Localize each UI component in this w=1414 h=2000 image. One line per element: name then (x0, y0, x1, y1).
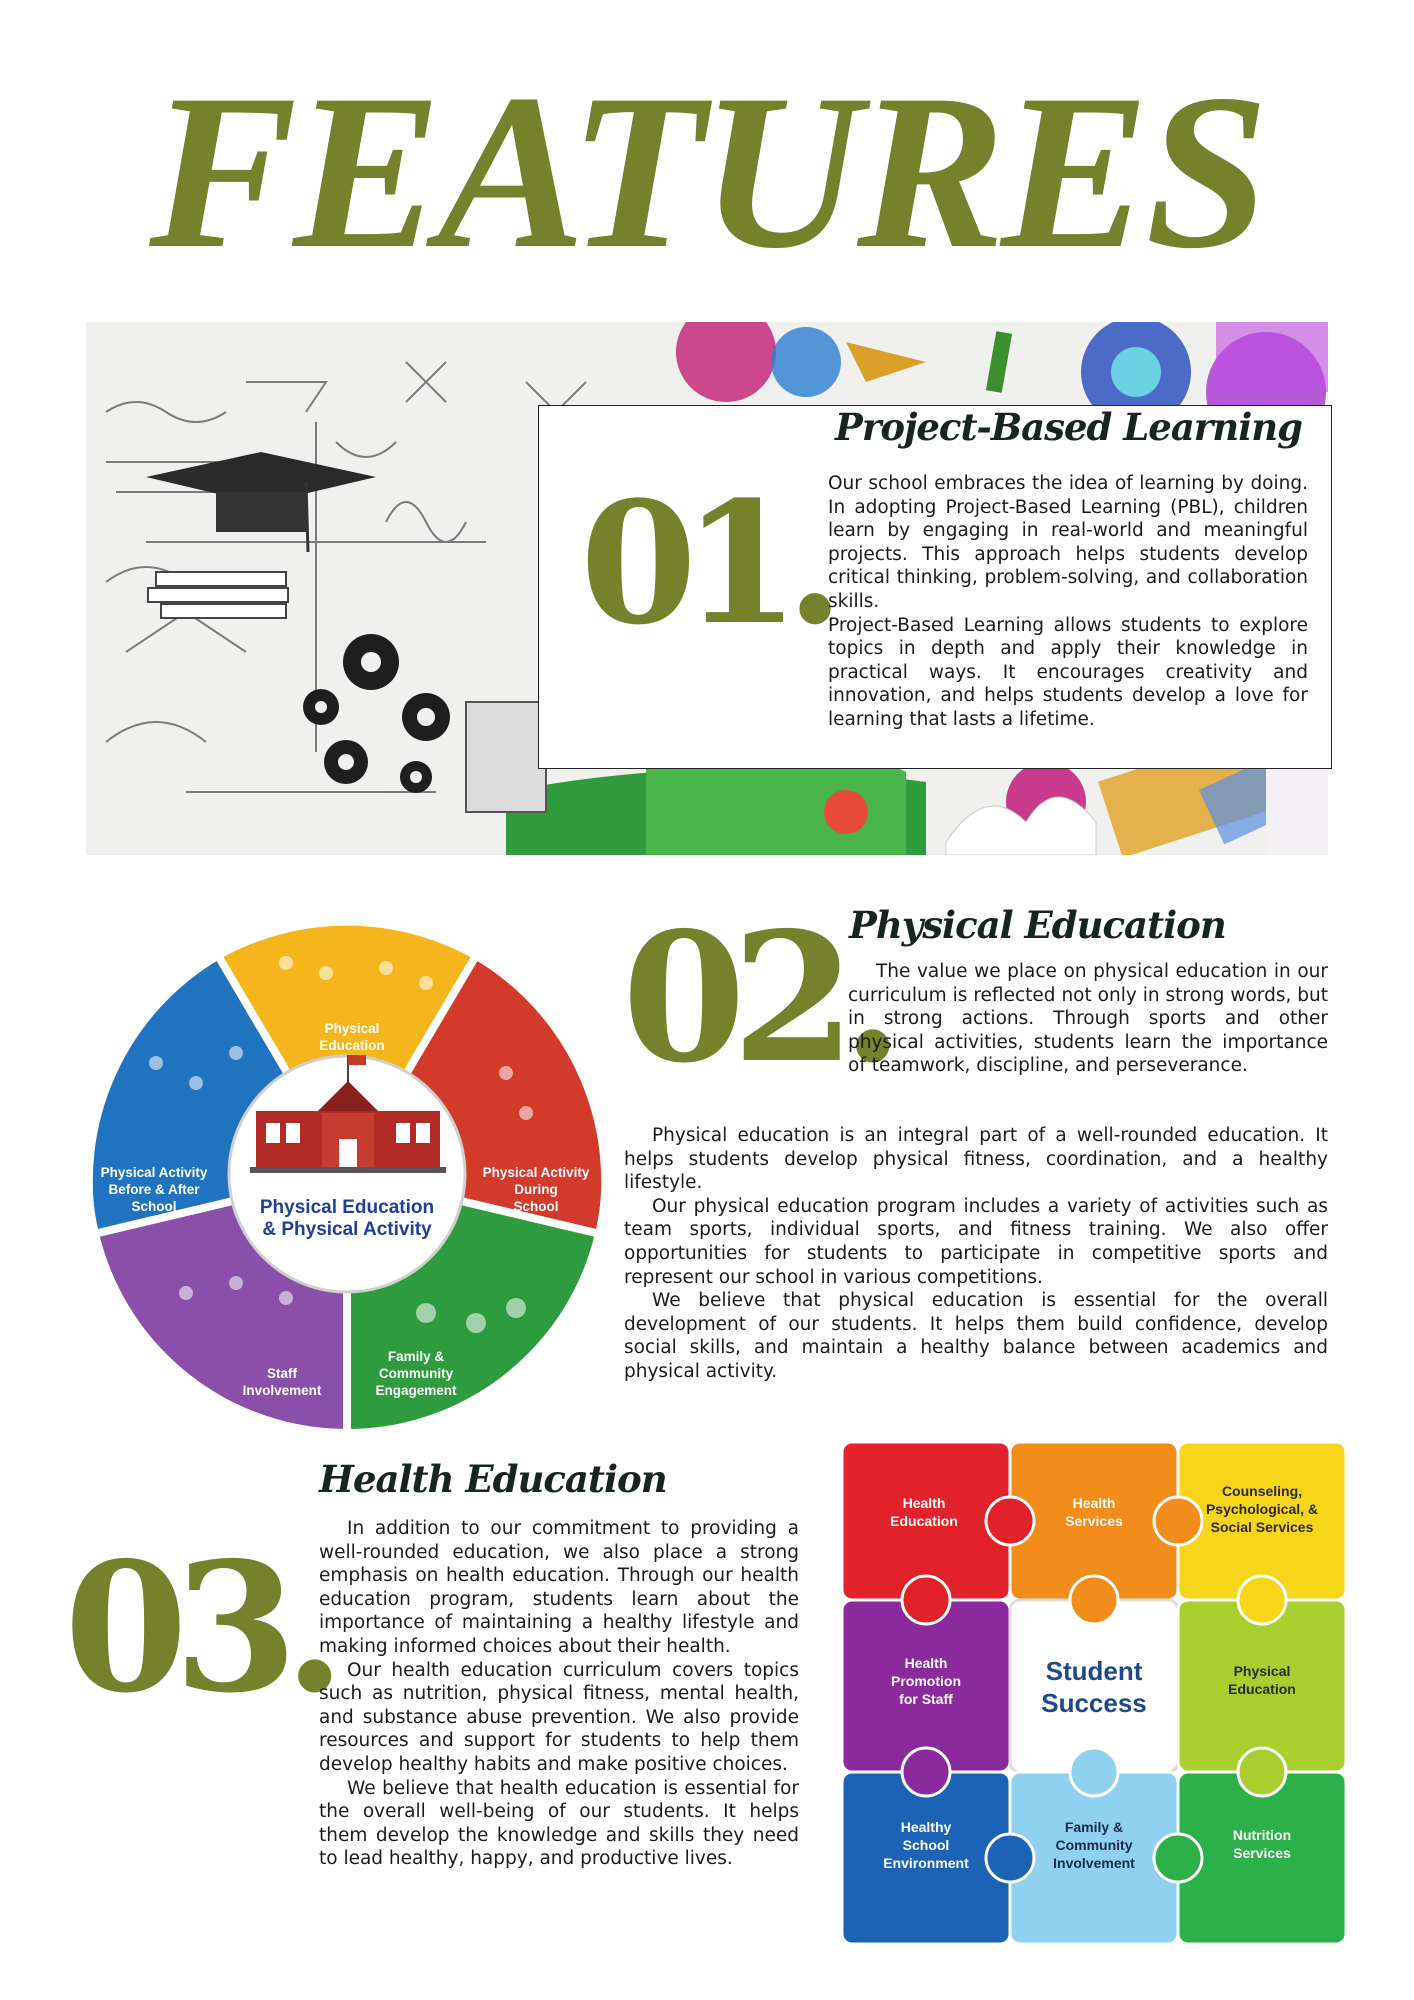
section-2-paragraph: Our physical education program includes a variety of activities such as team sports, individual sports, and fitness training. We also offer opportunities for students to participate in competitive sports and represent our school in various competitions. (624, 1195, 1328, 1288)
page-title: FEATURES (149, 49, 1265, 295)
wheel-center-title: Physical Education (259, 1197, 435, 1218)
wheel-segment-label: School (131, 1199, 177, 1214)
section-3-paragraph: We believe that health education is essential for the overall well-being of our students. It helps them develop the knowledge and skills they need to lead healthy, happy, and productive lives. (319, 1777, 799, 1870)
section-heading-health-education: Health Education (319, 1457, 667, 1501)
puzzle-piece-label: Education (890, 1513, 958, 1529)
puzzle-piece-label: Involvement (1053, 1855, 1135, 1871)
puzzle-center-title: Student (1045, 1656, 1143, 1686)
wheel-segment-label: School (513, 1199, 559, 1214)
puzzle-piece-label: Nutrition (1232, 1827, 1292, 1843)
section-3-paragraph: Our health education curriculum covers topics such as nutrition, physical fitness, mental health, and substance abuse prevention. We also provide resources and support for students to help them develop healthy habits and make positive choices. (319, 1659, 799, 1775)
wheel-center-title: & Physical Activity (262, 1219, 432, 1240)
puzzle-piece-label: Environment (883, 1855, 969, 1871)
puzzle-piece-label: Services (1233, 1845, 1291, 1861)
puzzle-piece-label: Health (904, 1655, 948, 1671)
puzzle-piece-label: Healthy (900, 1819, 952, 1835)
wheel-segment-label: Engagement (375, 1383, 457, 1398)
wheel-segment-label: Education (319, 1038, 385, 1053)
puzzle-piece-label: School (902, 1837, 950, 1853)
section-heading-project-based-learning: Project-Based Learning (835, 405, 1303, 449)
section-3-body (319, 1517, 799, 1871)
wheel-segment-label: Before & After (108, 1182, 200, 1197)
section-1-paragraph: Our school embraces the idea of learning by doing. In adopting Project-Based Learning (PBL), children learn by engaging in real-world and meaningful projects. This approach helps students develop critical thinking, problem-solving, and collaboration skills. (828, 473, 1308, 612)
puzzle-piece-label: Health (902, 1495, 946, 1511)
wheel-segment-label: During (514, 1182, 558, 1197)
section-3-paragraph: In addition to our commitment to providing a well-rounded education, we also place a strong emphasis on health education. Through our health education program, students learn about the importance of maintaining a healthy lifestyle and making informed choices about their health. (319, 1518, 799, 1657)
section-2-body (624, 1124, 1328, 1384)
section-1-body (828, 472, 1308, 732)
puzzle-piece-label: Family & (1064, 1819, 1124, 1835)
section-number-02: 02. (622, 893, 890, 1102)
puzzle-piece-label: Physical (1233, 1663, 1291, 1679)
wheel-segment-label: Staff (267, 1366, 297, 1381)
section-heading-physical-education: Physical Education (849, 903, 1226, 947)
puzzle-piece-label: Counseling, (1221, 1483, 1303, 1499)
section-2-intro-paragraph: The value we place on physical education in our curriculum is reflected not only in strong words, but in strong actions. Through sports and other physical activities, students learn the importance of teamwork, discipline, and perseverance. (848, 961, 1328, 1077)
section-2-paragraph: We believe that physical education is essential for the overall development of our students. It helps them build confidence, develop social skills, and maintain a healthy balance between academics and physical activity. (624, 1290, 1328, 1382)
puzzle-piece-label: Services (1065, 1513, 1123, 1529)
puzzle-piece-label: for Staff (899, 1691, 953, 1707)
wheel-segment-label: Physical (324, 1021, 380, 1036)
puzzle-piece-label: Social Services (1210, 1519, 1314, 1535)
wheel-segment-label: Physical Activity (100, 1165, 208, 1180)
section-1-paragraph: Project-Based Learning allows students to explore topics in depth and apply their knowledge in practical ways. It encourages creativity and innovation, and helps students develop a love for learning that lasts a lifetime. (828, 614, 1308, 730)
puzzle-piece-label: Promotion (891, 1673, 961, 1689)
wheel-segment-label: Involvement (242, 1383, 322, 1398)
wheel-segment-label: Physical Activity (482, 1165, 590, 1180)
puzzle-piece-label: Health (1072, 1495, 1116, 1511)
section-number-01: 01. (580, 464, 831, 662)
wheel-segment-label: Family & (387, 1349, 445, 1364)
section-2-intro (848, 960, 1328, 1078)
wheel-segment-label: Community (378, 1366, 454, 1381)
physical-education-wheel-diagram (86, 913, 608, 1435)
puzzle-piece-label: Community (1055, 1837, 1133, 1853)
section-2-paragraph: Physical education is an integral part of a well-rounded education. It helps students develop physical fitness, coordination, and a healthy lifestyle. (624, 1125, 1328, 1194)
puzzle-center-title: Success (1041, 1688, 1147, 1718)
puzzle-piece-label: Psychological, & (1205, 1501, 1319, 1517)
section-number-03: 03. (64, 1523, 332, 1732)
student-success-puzzle-diagram (836, 1436, 1352, 1950)
puzzle-piece-label: Education (1228, 1681, 1296, 1697)
